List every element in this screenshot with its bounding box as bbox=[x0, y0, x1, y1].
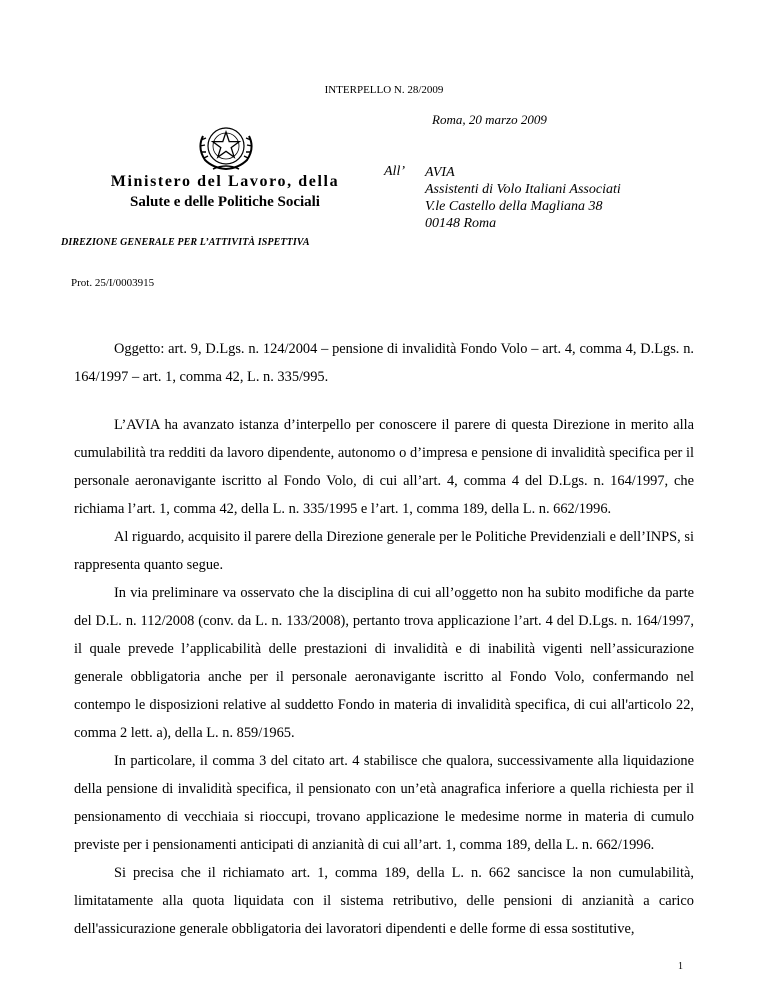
recipient-name: AVIA bbox=[425, 165, 455, 180]
subject-paragraph: Oggetto: art. 9, D.Lgs. n. 124/2004 – pensione di invalidità Fondo Volo – art. 4, comma 4, D.Lgs. n. 164/1997 – art. 1, comma 42, L. n. 335/995. bbox=[74, 341, 694, 385]
recipient-org: Assistenti di Volo Italiani Associati bbox=[425, 182, 621, 197]
recipient-city: 00148 Roma bbox=[425, 216, 497, 231]
body-paragraph: In particolare, il comma 3 del citato art. 4 stabilisce che qualora, successivamente alla liquidazione della pensione di invalidità specifica, il pensionato con un’età anagrafica inferiore a quella richiesta per il pensionamento di vecchiaia si rioccupi, trovano applicazione le medesime norme in materia di cumulo previste per i pensionamenti anticipati di anzianità di cui all’art. 1, comma 189, della L. n. 662/1996. bbox=[74, 753, 694, 853]
body-paragraph: L’AVIA ha avanzato istanza d’interpello per conoscere il parere di questa Direzione in merito alla cumulabilità tra redditi da lavoro dipendente, autonomo o d’impresa e pensione di invalidità specifica per il personale aeronavigante iscritto al Fondo Volo, di cui all’art. 4, comma 4 del D.Lgs. n. 164/1997, che richiama l’art. 1, comma 42, della L. n. 335/1995 e l’art. 1, comma 189, della L. n. 662/1996. bbox=[74, 417, 694, 517]
body-paragraph: Al riguardo, acquisito il parere della Direzione generale per le Politiche Previdenziali e dell’INPS, si rappresenta quanto segue. bbox=[74, 529, 694, 573]
interpello-number: INTERPELLO N. 28/2009 bbox=[324, 84, 444, 96]
body-paragraph: Si precisa che il richiamato art. 1, comma 189, della L. n. 662 sancisce la non cumulabilità, limitatamente alla quota liquidata con il sistema retributivo, delle pensioni di anzianità a carico dell'assicurazione generale obbligatoria dei lavoratori dipendenti e delle forme di essa sostitutive, bbox=[74, 865, 694, 937]
ministry-name bbox=[80, 172, 370, 212]
recipient-prefix: All’ bbox=[384, 164, 405, 179]
letter-body bbox=[74, 335, 694, 943]
recipient-address bbox=[425, 164, 621, 232]
body-paragraph: In via preliminare va osservato che la disciplina di cui all’oggetto non ha subito modifiche da parte del D.L. n. 112/2008 (conv. da L. n. 133/2008), pertanto trova applicazione l’art. 4 del D.Lgs. n. 164/1997, il quale prevede l’applicabilità delle prestazioni di invalidità e di inabilità vigenti nell’assicurazione generale obbligatoria anche per il personale aeronavigante iscritto al Fondo Volo, confermando nel contempo le disposizioni relative al suddetto Fondo in materia di invalidità specifica, di cui all'articolo 22, comma 2 lett. a), della L. n. 859/1965. bbox=[74, 585, 694, 741]
ministry-line2: Salute e delle Politiche Sociali bbox=[130, 194, 320, 210]
document-date: Roma, 20 marzo 2009 bbox=[432, 112, 547, 127]
republic-emblem-icon bbox=[193, 122, 259, 172]
recipient-street: V.le Castello della Magliana 38 bbox=[425, 199, 603, 214]
direzione-label: DIREZIONE GENERALE PER L’ATTIVITÀ ISPETTIVA bbox=[61, 237, 310, 248]
ministry-line1: Ministero del Lavoro, della bbox=[110, 173, 340, 190]
page-number: 1 bbox=[678, 961, 683, 972]
protocol-number: Prot. 25/I/0003915 bbox=[71, 277, 155, 289]
